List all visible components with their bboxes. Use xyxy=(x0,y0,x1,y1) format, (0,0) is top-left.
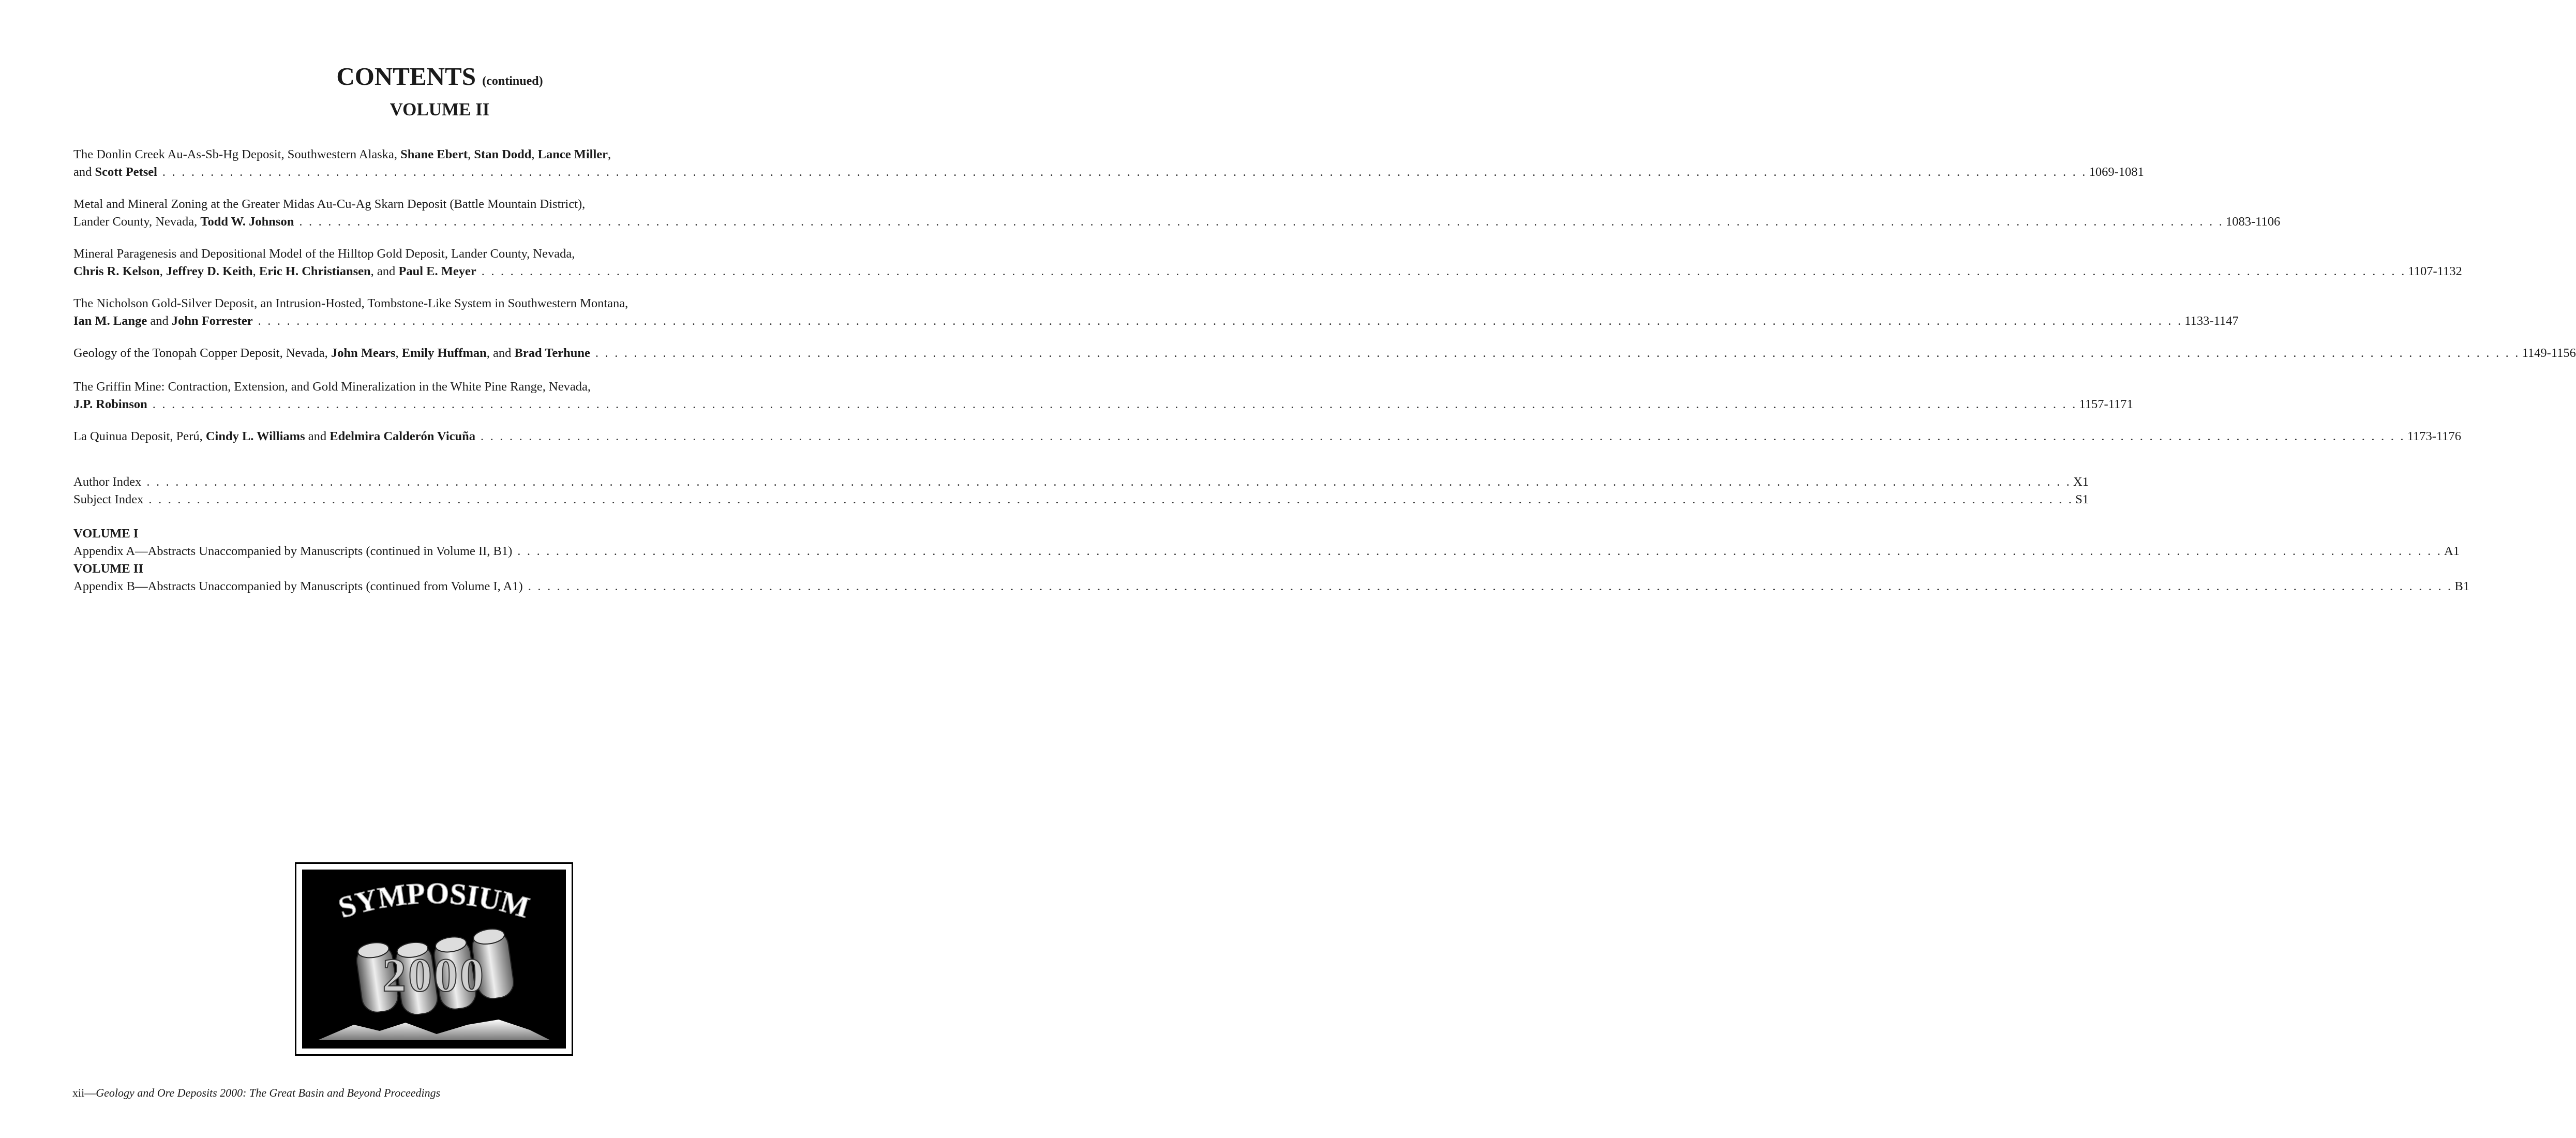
toc-line-text xyxy=(73,396,147,413)
entry-text: , xyxy=(608,147,611,161)
author-name: Scott Petsel xyxy=(95,165,157,179)
toc-line xyxy=(73,396,2133,413)
dot-leader: . . . . . . . . . . . . . . . . . . . . . . . . . . . . . . . . . . . . . . . . . . . . . . . . . . . . . . . . . . . . . . . . . . . . . . . . . . . . . . . . . . . . . . . . . . . . . . . . . . . . . . . . . . . . . . . . . . . . . . . . . . . . . . . . . . . . . . . . . . . . . . . . . . . . . . . . . . . . . . . . . . . . . . . . . . . . . . . . . . . . . . . . . . . . . . . . . . . . . . . . xyxy=(258,314,2183,328)
entry-text: The Griffin Mine: Contraction, Extension, and Gold Mineralization in the White Pine Range, Nevada, xyxy=(73,380,591,394)
toc-line xyxy=(73,428,2462,445)
toc-line-text xyxy=(73,263,476,280)
toc-indexes xyxy=(73,473,2089,508)
entry-title-line xyxy=(73,295,797,312)
entry-text: , and xyxy=(486,346,515,360)
page-number: 1149-1156 xyxy=(2522,346,2576,360)
entry-text: and xyxy=(73,165,95,179)
dot-leader: . . . . . . . . . . . . . . . . . . . . . . . . . . . . . . . . . . . . . . . . . . . . . . . . . . . . . . . . . . . . . . . . . . . . . . . . . . . . . . . . . . . . . . . . . . . . . . . . . . . . . . . . . . . . . . . . . . . . . . . . . . . . . . . . . . . . . . . . . . . . . . . . . . . . . . . . . . . . . . . . . . . . . . . . . . . . . . . . . . . . . . . . . . . . . . . . . . . . . . . . xyxy=(481,264,2406,278)
toc-line xyxy=(73,473,2089,491)
toc-line xyxy=(73,213,2281,231)
entry-text: Metal and Mineral Zoning at the Greater Midas Au-Cu-Ag Skarn Deposit (Battle Mountain District), xyxy=(73,197,586,211)
author-name: Cindy L. Williams xyxy=(205,429,305,443)
entry-text: , and xyxy=(370,264,399,278)
volume-heading: VOLUME II xyxy=(390,99,490,119)
entry-text: and xyxy=(305,429,330,443)
entry-text: , xyxy=(159,264,167,278)
dot-leader: . . . . . . . . . . . . . . . . . . . . . . . . . . . . . . . . . . . . . . . . . . . . . . . . . . . . . . . . . . . . . . . . . . . . . . . . . . . . . . . . . . . . . . . . . . . . . . . . . . . . . . . . . . . . . . . . . . . . . . . . . . . . . . . . . . . . . . . . . . . . . . . . . . . . . . . . . . . . . . . . . . . . . . . . . . . . . . . . . . . . . . . . . . . . . . . . . . . . . . . . xyxy=(152,397,2077,411)
dot-leader: . . . . . . . . . . . . . . . . . . . . . . . . . . . . . . . . . . . . . . . . . . . . . . . . . . . . . . . . . . . . . . . . . . . . . . . . . . . . . . . . . . . . . . . . . . . . . . . . . . . . . . . . . . . . . . . . . . . . . . . . . . . . . . . . . . . . . . . . . . . . . . . . . . . . . . . . . . . . . . . . . . . . . . . . . . . . . . . . . . . . . . . . . . . . . . . . . . . . . . . . xyxy=(162,165,2087,179)
entry-text: and xyxy=(147,314,172,328)
entry-title-line xyxy=(73,196,797,213)
author-name: Emily Huffman xyxy=(401,346,487,360)
author-name: Lance Miller xyxy=(537,147,608,161)
author-name: Shane Ebert xyxy=(400,147,468,161)
toc-line xyxy=(73,543,2460,560)
entry-text: , xyxy=(468,147,474,161)
volume-label: VOLUME I xyxy=(73,527,139,541)
author-name: J.P. Robinson xyxy=(73,397,147,411)
author-name: Stan Dodd xyxy=(474,147,532,161)
page-footer xyxy=(72,1086,440,1100)
logo-artwork xyxy=(302,870,566,1049)
author-name: John Mears xyxy=(331,346,396,360)
toc-entry xyxy=(73,295,2239,330)
page-number: 1157-1171 xyxy=(2079,397,2133,411)
symposium-2000-logo xyxy=(295,862,573,1056)
toc-appendices xyxy=(73,525,2469,595)
volume-label: VOLUME II xyxy=(73,562,143,576)
toc-line-text: Subject Index xyxy=(73,492,144,506)
toc-line-text: Appendix A—Abstracts Unaccompanied by Manuscripts (continued in Volume II, B1) xyxy=(73,544,513,558)
logo-word: SYMPOSIUM xyxy=(334,876,533,925)
author-name: Edelmira Calderón Vicuña xyxy=(330,429,475,443)
author-name: Brad Terhune xyxy=(514,346,590,360)
entry-text: Lander County, Nevada, xyxy=(73,215,201,229)
dot-leader: . . . . . . . . . . . . . . . . . . . . . . . . . . . . . . . . . . . . . . . . . . . . . . . . . . . . . . . . . . . . . . . . . . . . . . . . . . . . . . . . . . . . . . . . . . . . . . . . . . . . . . . . . . . . . . . . . . . . . . . . . . . . . . . . . . . . . . . . . . . . . . . . . . . . . . . . . . . . . . . . . . . . . . . . . . . . . . . . . . . . . . . . . . . . . . . . . . . . . . . . xyxy=(146,475,2072,489)
page-number: A1 xyxy=(2444,544,2460,558)
author-name: John Forrester xyxy=(171,314,253,328)
toc-line xyxy=(73,312,2239,330)
author-name: Ian M. Lange xyxy=(73,314,147,328)
toc-line-text xyxy=(73,428,475,445)
page-number: 1107-1132 xyxy=(2408,264,2462,278)
page-number: S1 xyxy=(2075,492,2089,506)
toc-line-text xyxy=(73,163,157,181)
toc-entry xyxy=(73,146,2144,181)
contents-title: CONTENTS xyxy=(336,62,476,91)
logo-mountains xyxy=(318,1020,550,1040)
page-number: 1069-1081 xyxy=(2089,165,2144,179)
dot-leader: . . . . . . . . . . . . . . . . . . . . . . . . . . . . . . . . . . . . . . . . . . . . . . . . . . . . . . . . . . . . . . . . . . . . . . . . . . . . . . . . . . . . . . . . . . . . . . . . . . . . . . . . . . . . . . . . . . . . . . . . . . . . . . . . . . . . . . . . . . . . . . . . . . . . . . . . . . . . . . . . . . . . . . . . . . . . . . . . . . . . . . . . . . . . . . . . . . . . . . . . xyxy=(148,492,2074,506)
dot-leader: . . . . . . . . . . . . . . . . . . . . . . . . . . . . . . . . . . . . . . . . . . . . . . . . . . . . . . . . . . . . . . . . . . . . . . . . . . . . . . . . . . . . . . . . . . . . . . . . . . . . . . . . . . . . . . . . . . . . . . . . . . . . . . . . . . . . . . . . . . . . . . . . . . . . . . . . . . . . . . . . . . . . . . . . . . . . . . . . . . . . . . . . . . . . . . . . . . . . . . . . xyxy=(299,215,2224,229)
dot-leader: . . . . . . . . . . . . . . . . . . . . . . . . . . . . . . . . . . . . . . . . . . . . . . . . . . . . . . . . . . . . . . . . . . . . . . . . . . . . . . . . . . . . . . . . . . . . . . . . . . . . . . . . . . . . . . . . . . . . . . . . . . . . . . . . . . . . . . . . . . . . . . . . . . . . . . . . . . . . . . . . . . . . . . . . . . . . . . . . . . . . . . . . . . . . . . . . . . . . . . . . xyxy=(517,544,2442,558)
toc-entry xyxy=(73,196,2281,231)
toc-entry xyxy=(73,345,2576,362)
dot-leader: . . . . . . . . . . . . . . . . . . . . . . . . . . . . . . . . . . . . . . . . . . . . . . . . . . . . . . . . . . . . . . . . . . . . . . . . . . . . . . . . . . . . . . . . . . . . . . . . . . . . . . . . . . . . . . . . . . . . . . . . . . . . . . . . . . . . . . . . . . . . . . . . . . . . . . . . . . . . . . . . . . . . . . . . . . . . . . . . . . . . . . . . . . . . . . . . . . . . . . . . xyxy=(481,429,2405,443)
toc-line xyxy=(73,491,2089,508)
dot-leader: . . . . . . . . . . . . . . . . . . . . . . . . . . . . . . . . . . . . . . . . . . . . . . . . . . . . . . . . . . . . . . . . . . . . . . . . . . . . . . . . . . . . . . . . . . . . . . . . . . . . . . . . . . . . . . . . . . . . . . . . . . . . . . . . . . . . . . . . . . . . . . . . . . . . . . . . . . . . . . . . . . . . . . . . . . . . . . . . . . . . . . . . . . . . . . . . . . . . . . . . xyxy=(528,579,2453,593)
author-name: Todd W. Johnson xyxy=(200,215,294,229)
entry-text: , xyxy=(531,147,538,161)
entry-text: The Nicholson Gold-Silver Deposit, an Intrusion-Hosted, Tombstone-Like System in Southwestern Montana, xyxy=(73,296,628,310)
entry-title-line xyxy=(73,245,797,263)
entry-text: Mineral Paragenesis and Depositional Model of the Hilltop Gold Deposit, Lander County, Nevada, xyxy=(73,247,575,261)
contents-suffix: (continued) xyxy=(482,74,543,88)
toc-line-text: Author Index xyxy=(73,475,142,489)
author-name: Chris R. Kelson xyxy=(73,264,160,278)
entry-text: , xyxy=(252,264,259,278)
contents-heading xyxy=(0,61,879,97)
page-number: 1133-1147 xyxy=(2184,314,2239,328)
page-number: X1 xyxy=(2073,475,2089,489)
entry-text: , xyxy=(395,346,402,360)
logo-year: 2000 xyxy=(382,949,486,1001)
dot-leader: . . . . . . . . . . . . . . . . . . . . . . . . . . . . . . . . . . . . . . . . . . . . . . . . . . . . . . . . . . . . . . . . . . . . . . . . . . . . . . . . . . . . . . . . . . . . . . . . . . . . . . . . . . . . . . . . . . . . . . . . . . . . . . . . . . . . . . . . . . . . . . . . . . . . . . . . . . . . . . . . . . . . . . . . . . . . . . . . . . . . . . . . . . . . . . . . . . . . . . . . xyxy=(595,346,2520,360)
toc-entry xyxy=(73,378,2133,413)
footer-title: Geology and Ore Deposits 2000: The Great Basin and Beyond Proceedings xyxy=(96,1086,441,1099)
toc-entry xyxy=(73,245,2462,280)
toc-line xyxy=(73,263,2462,280)
entry-text: La Quinua Deposit, Perú, xyxy=(73,429,206,443)
page-number: 1083-1106 xyxy=(2226,215,2281,229)
author-name: Paul E. Meyer xyxy=(398,264,476,278)
toc-line xyxy=(73,578,2469,595)
entry-title-line xyxy=(73,146,797,163)
author-name: Eric H. Christiansen xyxy=(259,264,371,278)
toc-line xyxy=(73,163,2144,181)
entry-text: Geology of the Tonopah Copper Deposit, Nevada, xyxy=(73,346,331,360)
page-number: B1 xyxy=(2454,579,2469,593)
toc-line-text xyxy=(73,312,253,330)
toc-line-text xyxy=(73,213,294,231)
toc-entry xyxy=(73,428,2462,445)
page-number: 1173-1176 xyxy=(2407,429,2462,443)
author-name: Jeffrey D. Keith xyxy=(166,264,253,278)
toc-line-text: Appendix B—Abstracts Unaccompanied by Manuscripts (continued from Volume I, A1) xyxy=(73,579,523,593)
toc-line-text xyxy=(73,345,590,362)
entry-text: The Donlin Creek Au-As-Sb-Hg Deposit, Southwestern Alaska, xyxy=(73,147,401,161)
entry-title-line xyxy=(73,378,797,396)
toc-line xyxy=(73,345,2576,362)
footer-page-number: xii— xyxy=(72,1086,96,1099)
